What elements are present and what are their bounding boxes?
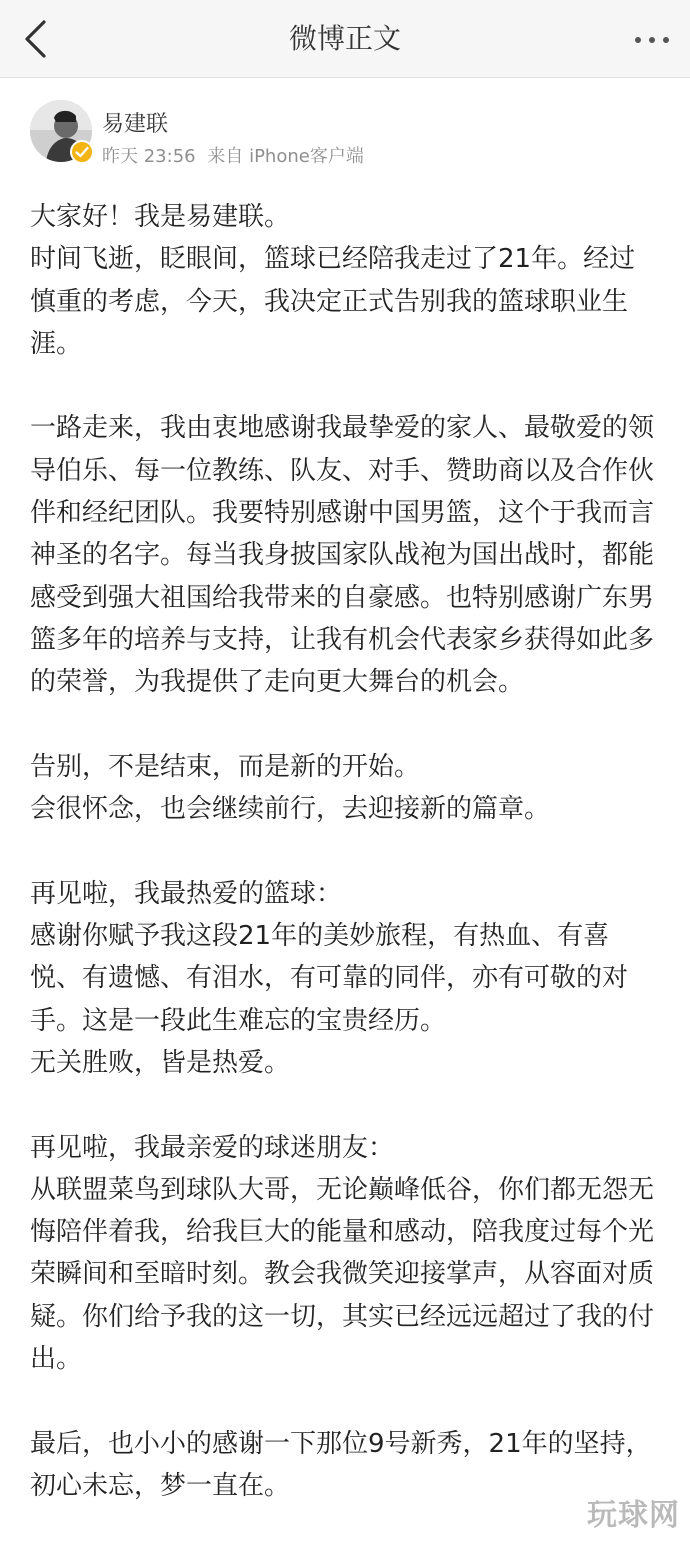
post-source: 来自 iPhone客户端 bbox=[207, 146, 364, 167]
post-paragraph: 告别，不是结束，而是新的开始。 会很怀念，也会继续前行，去迎接新的篇章。 bbox=[30, 751, 551, 825]
more-button[interactable] bbox=[632, 26, 672, 54]
post-meta bbox=[102, 144, 370, 170]
verified-badge-icon bbox=[70, 140, 94, 164]
watermark-text: 玩球网 bbox=[587, 1498, 680, 1533]
post-paragraph: 最后，也小小的感谢一下那位9号新秀，21年的坚持，初心未忘，梦一直在。 bbox=[30, 1428, 652, 1501]
post-content bbox=[30, 196, 660, 1507]
post-paragraph: 大家好！我是易建联。 时间飞逝，眨眼间，篮球已经陪我走过了21年。经过慎重的考虑，今天，我决定正式告别我的篮球职业生涯。 bbox=[30, 202, 636, 359]
page-title: 微博正文 bbox=[288, 22, 401, 55]
post-paragraph: 一路走来，我由衷地感谢我最挚爱的家人、最敬爱的领导伯乐、每一位教练、队友、对手、赞助商以及合作伙伴和经纪团队。我要特别感谢中国男篮，这个于我而言神圣的名字。每当我身披国家队战袍为国出战时，都能感受到强大祖国给我带来的自豪感。也特别感谢广东男篮多年的培养与支持，让我有机会代表家乡获得如此多的荣誉，为我提供了走向更大舞台的机会。 bbox=[30, 413, 655, 698]
more-dots-icon bbox=[632, 26, 672, 54]
author-name[interactable]: 易建联 bbox=[102, 112, 169, 137]
post-paragraph: 再见啦，我最热爱的篮球： 感谢你赋予我这段21年的美妙旅程，有热血、有喜悦、有遗憾、有泪水，有可靠的同伴，亦有可敬的对手。这是一段此生难忘的宝贵经历。 无关胜败，皆是热爱。 bbox=[30, 878, 629, 1078]
site-watermark bbox=[520, 1499, 680, 1557]
post-time: 昨天 23:56 bbox=[102, 146, 196, 167]
post-paragraph: 再见啦，我最亲爱的球迷朋友： 从联盟菜鸟到球队大哥，无论巅峰低谷，你们都无怨无悔陪伴着我，给我巨大的能量和感动，陪我度过每个光荣瞬间和至暗时刻。教会我微笑迎接掌声，从容面对质疑。你们给予我的这一切，其实已经远远超过了我的付出。 bbox=[30, 1132, 655, 1375]
author-header bbox=[30, 100, 660, 176]
top-navbar bbox=[0, 0, 690, 78]
